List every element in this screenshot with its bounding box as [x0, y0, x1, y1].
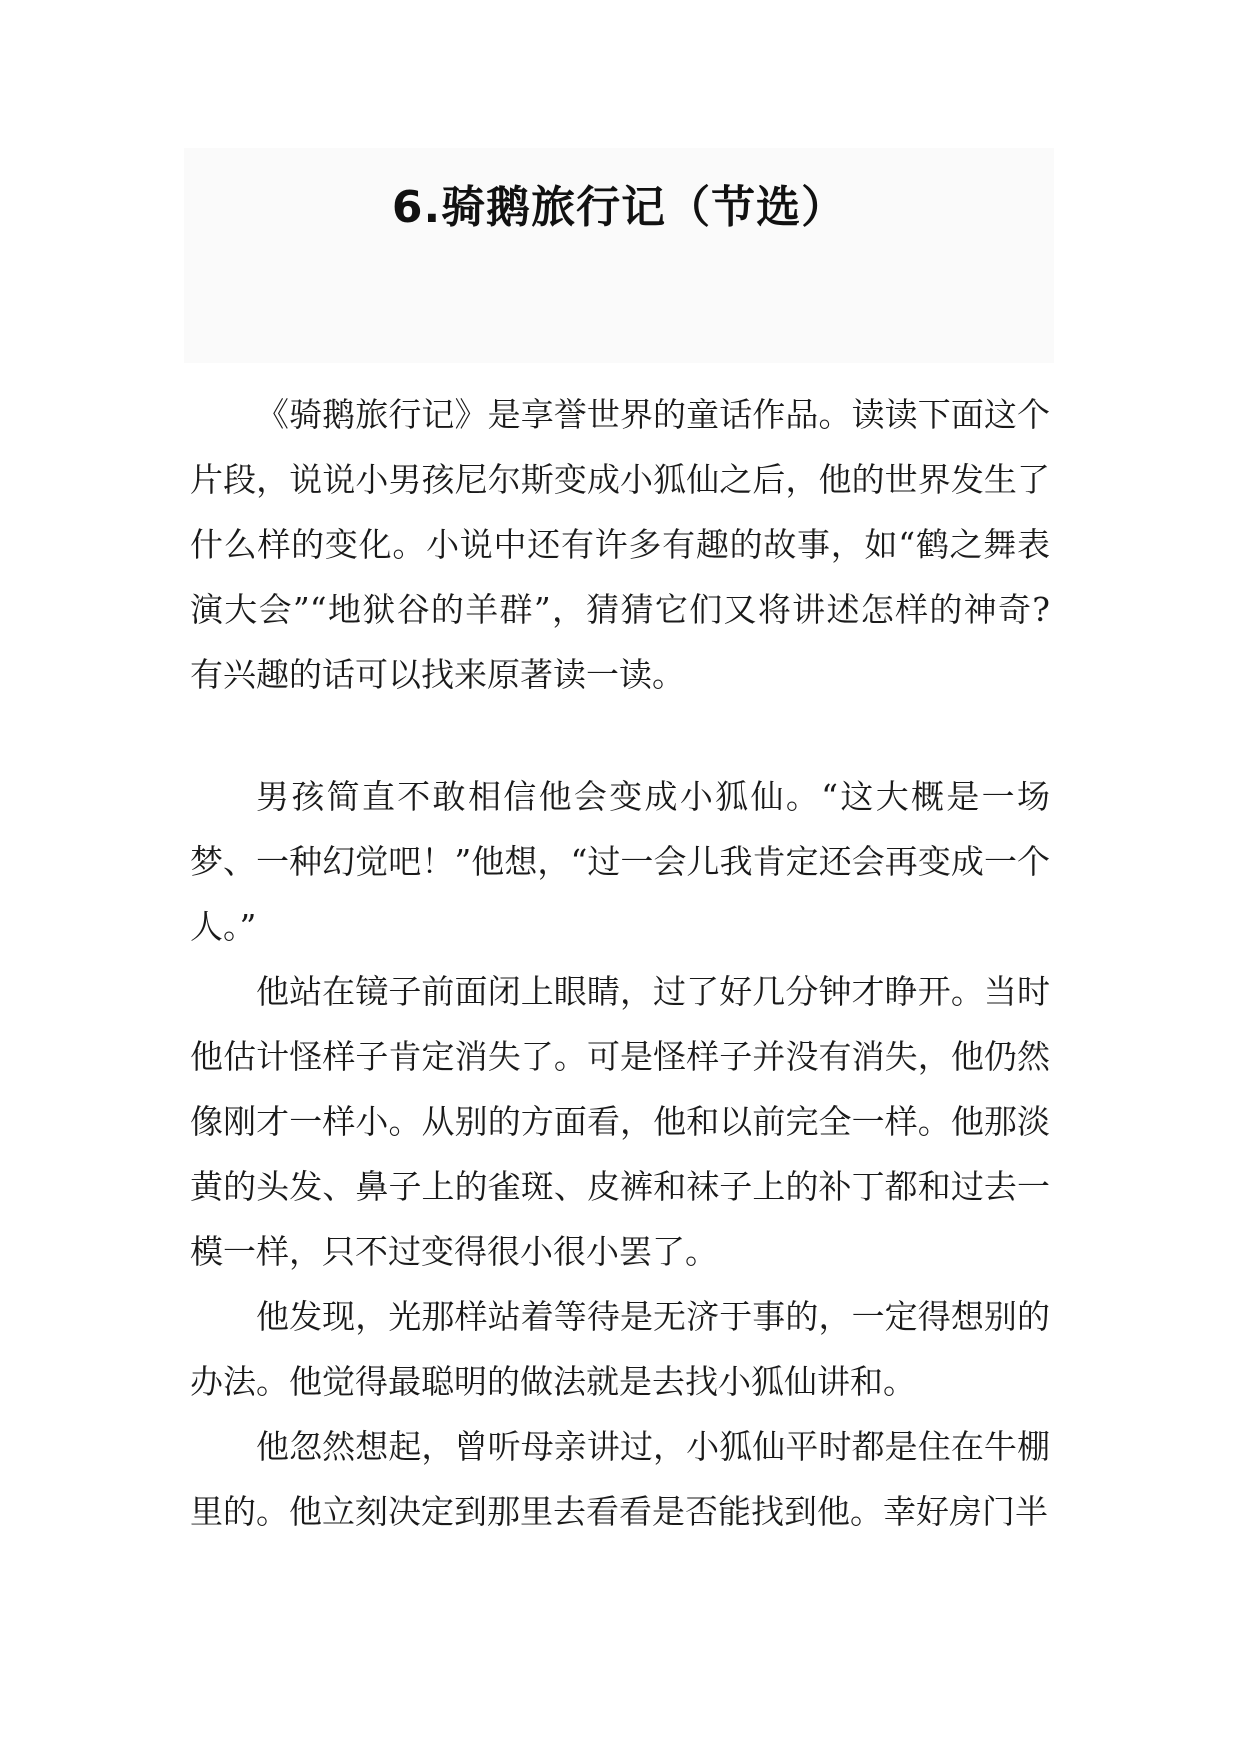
story-paragraph-1: 男孩简直不敢相信他会变成小狐仙。“这大概是一场梦、一种幻觉吧！”他想，“过一会儿我肯定还会再变成一个人。” — [190, 777, 1050, 946]
title-banner — [184, 148, 1054, 363]
story-paragraph-3: 他发现，光那样站着等待是无济于事的，一定得想别的办法。他觉得最聪明的做法就是去找小狐仙讲和。 — [190, 1297, 1050, 1401]
intro-section — [190, 382, 1050, 707]
intro-paragraph: 《骑鹅旅行记》是享誉世界的童话作品。读读下面这个片段，说说小男孩尼尔斯变成小狐仙之后，他的世界发生了什么样的变化。小说中还有许多有趣的故事，如“鹤之舞表演大会”“地狱谷的羊群”，猜猜它们又将讲述怎样的神奇?有兴趣的话可以找来原著读一读。 — [190, 395, 1050, 694]
story-excerpt — [190, 764, 1050, 1544]
story-paragraph-4: 他忽然想起，曾听母亲讲过，小狐仙平时都是住在牛棚里的。他立刻决定到那里去看看是否能找到他。幸好房门半 — [190, 1427, 1050, 1531]
story-paragraph-2: 他站在镜子前面闭上眼睛，过了好几分钟才睁开。当时他估计怪样子肯定消失了。可是怪样子并没有消失，他仍然像刚才一样小。从别的方面看，他和以前完全一样。他那淡黄的头发、鼻子上的雀斑、皮裤和袜子上的补丁都和过去一模一样，只不过变得很小很小罢了。 — [190, 972, 1050, 1271]
page-title: 6.骑鹅旅行记（节选） — [391, 182, 847, 233]
